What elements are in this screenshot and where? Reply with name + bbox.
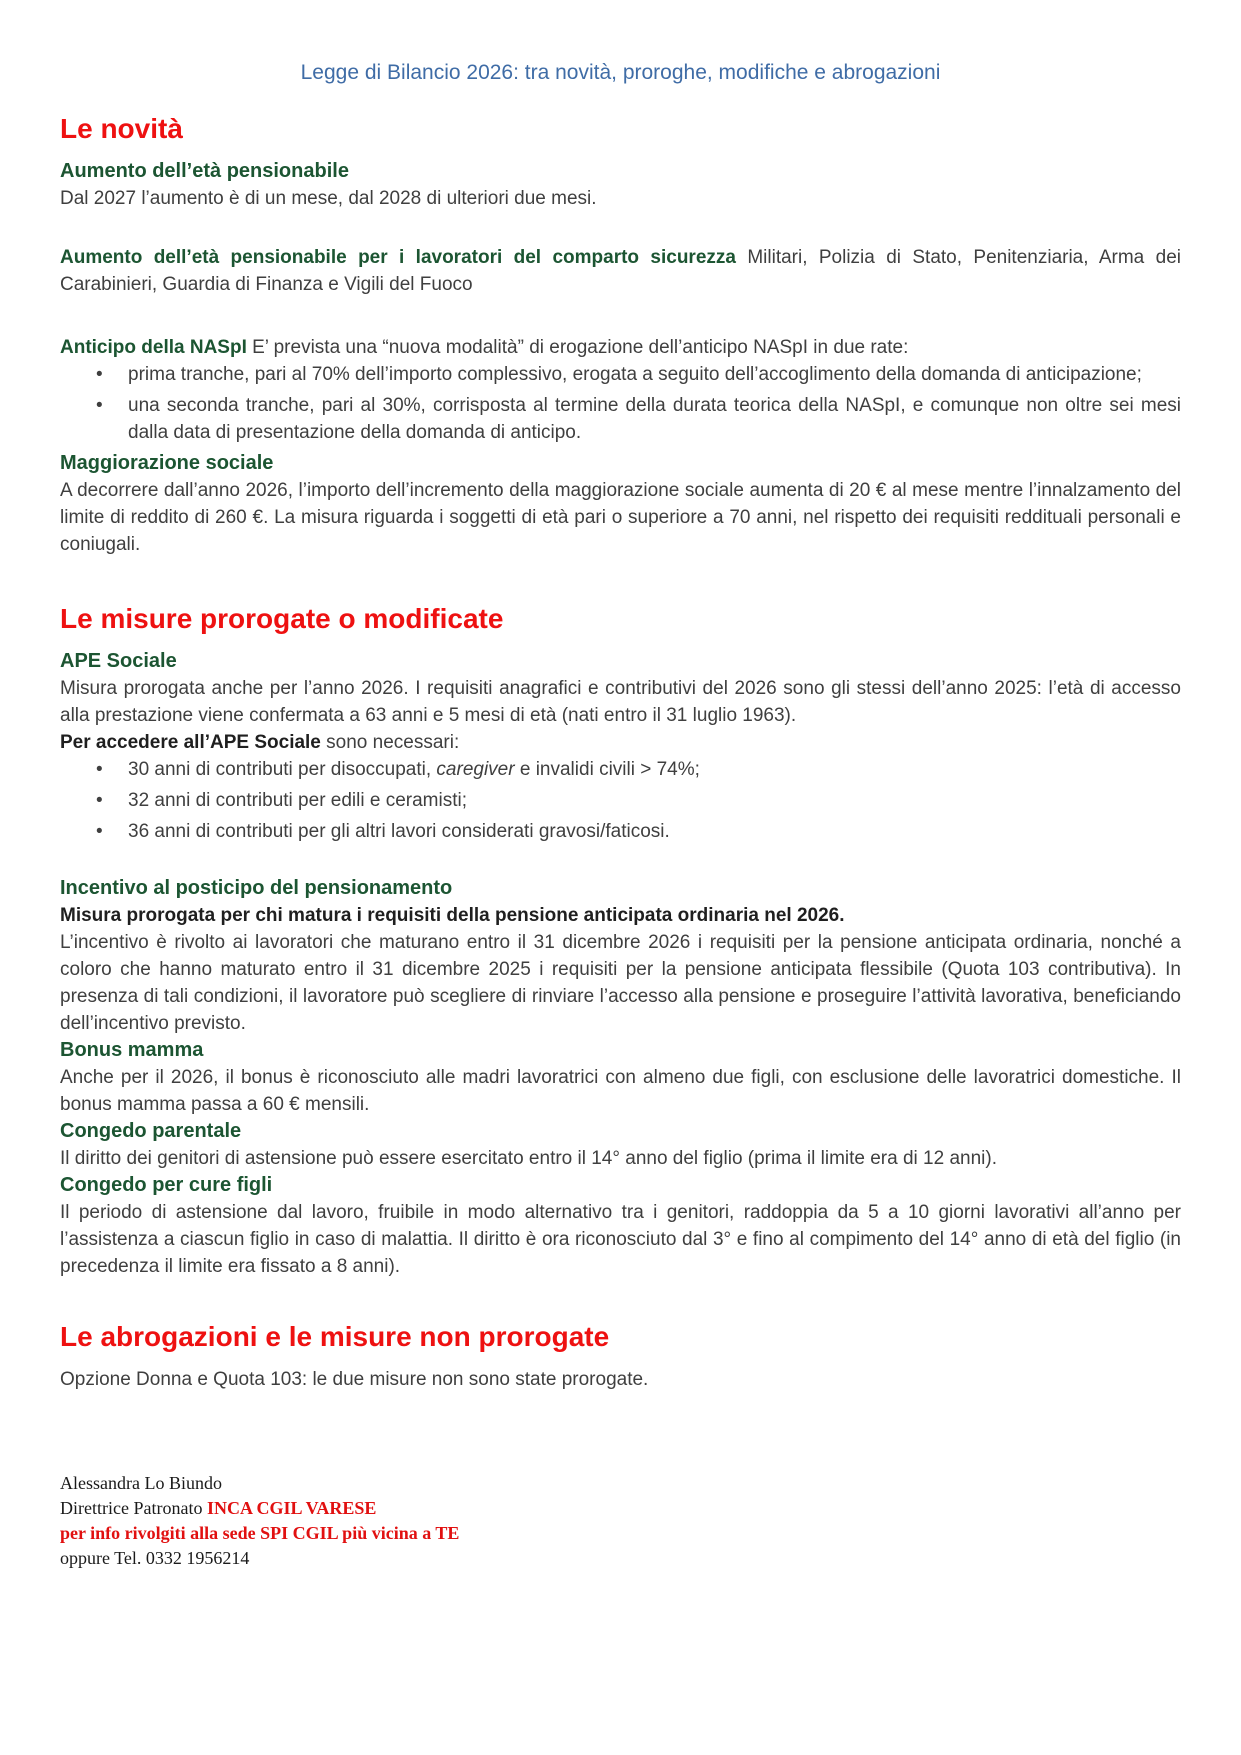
- bullet-icon: •: [96, 395, 103, 416]
- paragraph-incentivo: L’incentivo è rivolto ai lavoratori che maturano entro il 31 dicembre 2026 i requisiti per la pensione anticipata ordinaria, nonché a coloro che hanno maturato entro il 31 dicembre 2025 i requisiti per la pensione anticipata flessibile (Quota 103 contributiva). In presenza di tali condizioni, il lavoratore può scegliere di rinviare l’accesso alla pensione e proseguire l’attività lavorativa, beneficiando dell’incentivo previsto.: [60, 932, 1181, 1034]
- list-item: [96, 818, 1181, 845]
- subheading-maggiorazione-sociale: Maggiorazione sociale: [60, 452, 274, 474]
- bullet-icon: •: [96, 821, 103, 842]
- list-item-text: e invalidi civili > 74%;: [514, 759, 700, 780]
- paragraph-abrogazioni: Opzione Donna e Quota 103: le due misure non sono state prorogate.: [60, 1369, 649, 1390]
- subheading-incentivo-posticipo: Incentivo al posticipo del pensionamento: [60, 877, 453, 899]
- footer-role-text: Direttrice Patronato: [60, 1498, 207, 1518]
- subheading-aumento-eta: Aumento dell’età pensionabile: [60, 160, 349, 182]
- naspi-bullet-list: [60, 361, 1181, 446]
- bullet-icon: •: [96, 790, 103, 811]
- list-item-text: prima tranche, pari al 70% dell’importo complessivo, erogata a seguito dell’accoglimento della domanda di anticipazione;: [128, 364, 1142, 385]
- paragraph-aumento-eta: Dal 2027 l’aumento è di un mese, dal 2028 di ulteriori due mesi.: [60, 188, 597, 209]
- document-title: Legge di Bilancio 2026: tra novità, proroghe, modifiche e abrogazioni: [300, 61, 941, 84]
- bullet-icon: •: [96, 364, 103, 385]
- subheading-bonus-mamma: Bonus mamma: [60, 1039, 204, 1061]
- paragraph-bonus-mamma: Anche per il 2026, il bonus è riconosciuto alle madri lavoratrici con almeno due figli, con esclusione delle lavoratrici domestiche. Il bonus mamma passa a 60 € mensili.: [60, 1067, 1181, 1115]
- list-item-text: 30 anni di contributi per disoccupati,: [128, 759, 437, 780]
- list-item-text: una seconda tranche, pari al 30%, corrisposta al termine della durata teorica della NASpI, e comunque non oltre sei mesi dalla data di presentazione della domanda di anticipo.: [128, 395, 1181, 443]
- footer-info-line: per info rivolgiti alla sede SPI CGIL più vicina a TE: [60, 1523, 460, 1543]
- list-item-text: 36 anni di contributi per gli altri lavori considerati gravosi/faticosi.: [128, 821, 670, 842]
- footer-phone: oppure Tel. 0332 1956214: [60, 1548, 250, 1568]
- subheading-comparto-sicurezza: Aumento dell’età pensionabile per i lavoratori del comparto sicurezza: [60, 247, 736, 268]
- list-item: [96, 756, 1181, 783]
- subheading-congedo-parentale: Congedo parentale: [60, 1120, 242, 1142]
- subheading-ape-sociale: APE Sociale: [60, 650, 177, 672]
- paragraph-ape-sociale: Misura prorogata anche per l’anno 2026. I requisiti anagrafici e contributivi del 2026 sono gli stessi dell’anno 2025: l’età di accesso alla prestazione viene confermata a 63 anni e 5 mesi di età (nati entro il 31 luglio 1963).: [60, 678, 1181, 726]
- paragraph-congedo-cure-figli: Il periodo di astensione dal lavoro, fruibile in modo alternativo tra i genitori, raddoppia da 5 a 10 giorni lavorativi all’anno per l’assistenza a ciascun figlio in caso di malattia. Il diritto è ora riconosciuto dal 3° e fino al compimento del 14° anno di età del figlio (in precedenza il limite era fissato a 8 anni).: [60, 1202, 1181, 1277]
- section-heading-prorogate: Le misure prorogate o modificate: [60, 603, 504, 634]
- list-item-text: 32 anni di contributi per edili e ceramisti;: [128, 790, 468, 811]
- paragraph-incentivo-bold: Misura prorogata per chi matura i requisiti della pensione anticipata ordinaria nel 2026.: [60, 905, 845, 926]
- subheading-ape-access: Per accedere all’APE Sociale: [60, 732, 321, 753]
- subheading-anticipo-naspi: Anticipo della NASpI: [60, 337, 247, 358]
- paragraph-anticipo-naspi: [60, 334, 1181, 361]
- paragraph-ape-access: [60, 729, 1181, 756]
- list-item: [96, 361, 1181, 388]
- paragraph-anticipo-naspi-text: E’ prevista una “nuova modalità” di erogazione dell’anticipo NASpI in due rate:: [246, 337, 909, 358]
- paragraph-comparto-sicurezza-text: Militari, Polizia di Stato, Penitenziaria, Arma dei Carabinieri, Guardia di Finanza e Vigili del Fuoco: [60, 247, 1181, 295]
- paragraph-ape-access-text: sono necessari:: [320, 732, 460, 753]
- list-item: [96, 787, 1181, 814]
- list-item-italic-text: caregiver: [436, 759, 515, 780]
- section-heading-abrogazioni: Le abrogazioni e le misure non prorogate: [60, 1321, 610, 1352]
- paragraph-comparto-sicurezza: [60, 244, 1181, 298]
- list-item: [96, 392, 1181, 446]
- paragraph-maggiorazione-sociale: A decorrere dall’anno 2026, l’importo dell’incremento della maggiorazione sociale aumenta di 20 € al mese mentre l’innalzamento del limite di reddito di 260 €. La misura riguarda i soggetti di età pari o superiore a 70 anni, nel rispetto dei requisiti reddituali personali e coniugali.: [60, 480, 1181, 555]
- paragraph-congedo-parentale: Il diritto dei genitori di astensione può essere esercitato entro il 14° anno del figlio (prima il limite era di 12 anni).: [60, 1148, 997, 1169]
- footer-author: Alessandra Lo Biundo: [60, 1473, 222, 1493]
- ape-bullet-list: [60, 756, 1181, 845]
- footer-role: [60, 1496, 1181, 1521]
- bullet-icon: •: [96, 759, 103, 780]
- subheading-congedo-cure-figli: Congedo per cure figli: [60, 1174, 273, 1196]
- footer-signature: [60, 1471, 1181, 1571]
- footer-org: INCA CGIL VARESE: [206, 1498, 377, 1518]
- section-heading-novita: Le novità: [60, 113, 183, 144]
